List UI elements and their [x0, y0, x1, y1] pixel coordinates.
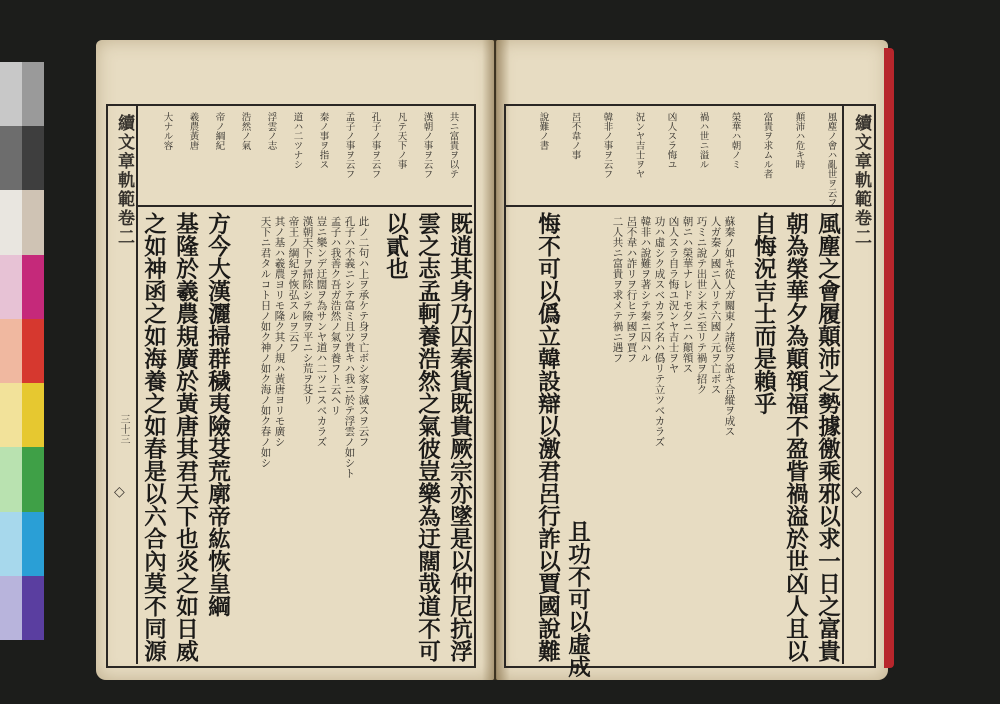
page-number: 三十三: [118, 414, 129, 444]
main-text-column: 悔不可以僞立韓設辯以激君呂行詐以賈國說難: [534, 212, 561, 662]
fishtail-ornament: ◇: [114, 484, 125, 500]
header-note: 風塵ノ會ハ亂世ヲ云フ: [825, 112, 837, 207]
header-note: 禍ハ世ニ溢ル: [697, 112, 709, 169]
main-text-column: 基隆於羲農規廣於黃唐其君天下也炎之如日威: [172, 212, 199, 662]
header-note: 凡テ天下ノ事: [395, 112, 407, 169]
color-swatch: [22, 126, 44, 191]
color-swatch: [22, 576, 44, 641]
annotation-column: 功ハ虛シク成スベカラズ名ハ僞リテ立ツベカラズ: [653, 216, 666, 447]
main-text-column: 既逍其身乃囚秦貨既貴厥宗亦墜是以仲尼抗浮: [446, 212, 473, 662]
annotation-column: 人ガ秦ノ國ニ入リテ六國ノ元ヲ亡ボス: [709, 216, 722, 395]
color-swatch: [22, 512, 44, 577]
color-swatch: [22, 190, 44, 255]
annotation-column: 此ノ二句ハ上ヲ承ケテ身ヲ亡ボシ家ヲ滅スヲ云フ: [357, 216, 370, 447]
right-margin-rule: [842, 104, 844, 664]
annotation-column: 孟子ハ我善ク吾ガ浩然ノ氣ヲ養フト云ヘリ: [329, 216, 342, 416]
annotation-column: 帝王ノ綱紀ヲ恢弘スルヲ云フ: [287, 216, 300, 353]
header-note: 富貴ヲ求ムル者: [761, 112, 773, 179]
left-header-bottom-rule: [136, 205, 472, 207]
book-edge-right: [884, 48, 894, 668]
header-note: 說難ノ書: [537, 112, 549, 150]
annotation-column: 巧ミニ說テ出世シ末ニ至リテ禍ヲ招ク: [695, 216, 708, 395]
annotation-column: 朝ニハ榮華ナレドモ夕ニハ顛顇ス: [681, 216, 694, 374]
annotation-column: 韓非ハ說難ヲ著シテ秦ニ囚ハル: [639, 216, 652, 363]
right-header-bottom-rule: [504, 205, 844, 207]
annotation-column: 孔子ハ不義ニシテ富ミ且ツ貴キハ我ニ於テ浮雲ノ如シト: [343, 216, 356, 479]
header-note: 韓非ノ事ヲ云フ: [601, 112, 613, 179]
annotation-column: 漢朝天下ヲ掃除シテ險ヲ平ニシ荒ヲ芟リ: [301, 216, 314, 405]
color-swatch: [22, 62, 44, 127]
header-note: 羲農黃唐: [187, 112, 199, 150]
color-swatch: [0, 512, 22, 577]
main-text-column: 之如神函之如海養之如春是以六合內莫不同源: [140, 212, 167, 662]
annotation-column: 天下ニ君タルコト日ノ如ク神ノ如ク海ノ如ク春ノ如シ: [259, 216, 272, 468]
main-text-column: 雲之志孟軻養浩然之氣彼豈樂為迂闊哉道不可: [414, 212, 441, 662]
header-note: 呂不韋ノ事: [569, 112, 581, 160]
main-text-column: 自悔況吉士而是賴乎: [750, 212, 777, 415]
left-margin-title: 續文章軌範卷二: [114, 114, 134, 247]
color-swatch: [0, 126, 22, 191]
color-swatch: [22, 255, 44, 320]
header-note: 榮華ハ朝ノミ: [729, 112, 741, 169]
header-note: 帝ノ綱紀: [213, 112, 225, 150]
color-swatch: [22, 383, 44, 448]
color-swatch: [22, 319, 44, 384]
main-text-column: 方今大漢灑掃群穢夷險芟荒廓帝紘恢皇綱: [204, 212, 231, 617]
header-note: 況ンヤ吉士ヲヤ: [633, 112, 645, 179]
header-note: 凶人スラ悔ユ: [665, 112, 677, 169]
annotation-column: 二人共ニ富貴ヲ求メテ禍ニ遇フ: [611, 216, 624, 363]
header-note: 浩然ノ氣: [239, 112, 251, 150]
header-note: 道ハ二ツナシ: [291, 112, 303, 169]
main-text-column: 風塵之會履顛沛之勢據徼乘邪以求一日之富貴: [814, 212, 841, 662]
header-note: 顛沛ハ危キ時: [793, 112, 805, 169]
annotation-column: 豈ニ樂ンデ迂闊ヲ為サンヤ道ハ二ツニスベカラズ: [315, 216, 328, 447]
color-swatch: [0, 62, 22, 127]
header-note: 共ニ富貴ヲ以テ: [447, 112, 459, 179]
color-swatch: [0, 319, 22, 384]
fishtail-ornament-right: ◇: [851, 484, 862, 500]
color-swatch: [0, 190, 22, 255]
left-header-rule: [136, 104, 472, 106]
header-note: 孟子ノ事ヲ云フ: [343, 112, 355, 179]
annotation-column: 其ノ基ハ羲農ヨリモ隆ク其ノ規ハ黃唐ヨリモ廣シ: [273, 216, 286, 447]
annotation-column: 蘇秦ノ如キ從人ガ關東ノ諸侯ヲ説キ合縱ヲ成ス: [723, 216, 736, 437]
main-text-column: 朝為榮華夕為顛顇福不盈眥禍溢於世凶人且以: [782, 212, 809, 662]
color-swatch: [0, 447, 22, 512]
open-book: [96, 40, 896, 680]
header-note: 大ナル容: [161, 112, 173, 150]
color-swatch: [22, 447, 44, 512]
annotation-column: 凶人スラ自ラ悔ユ況ンヤ吉士ヲヤ: [667, 216, 680, 374]
annotation-column: 呂不韋ハ詐リヲ行ヒテ國ヲ賈フ: [625, 216, 638, 363]
header-note: 浮雲ノ志: [265, 112, 277, 150]
header-note: 孔子ノ事ヲ云フ: [369, 112, 381, 179]
color-swatch: [0, 255, 22, 320]
header-note: 漢朝ノ事ヲ云フ: [421, 112, 433, 179]
right-margin-title: 續文章軌範卷二: [851, 114, 871, 247]
main-text-column: 以貳也: [382, 212, 409, 280]
color-swatch: [0, 576, 22, 641]
main-text-column: 且功不可以虛成: [564, 520, 591, 678]
color-checker-strip: [0, 62, 44, 640]
header-note: 秦ノ事ヲ指ス: [317, 112, 329, 169]
color-swatch: [0, 383, 22, 448]
